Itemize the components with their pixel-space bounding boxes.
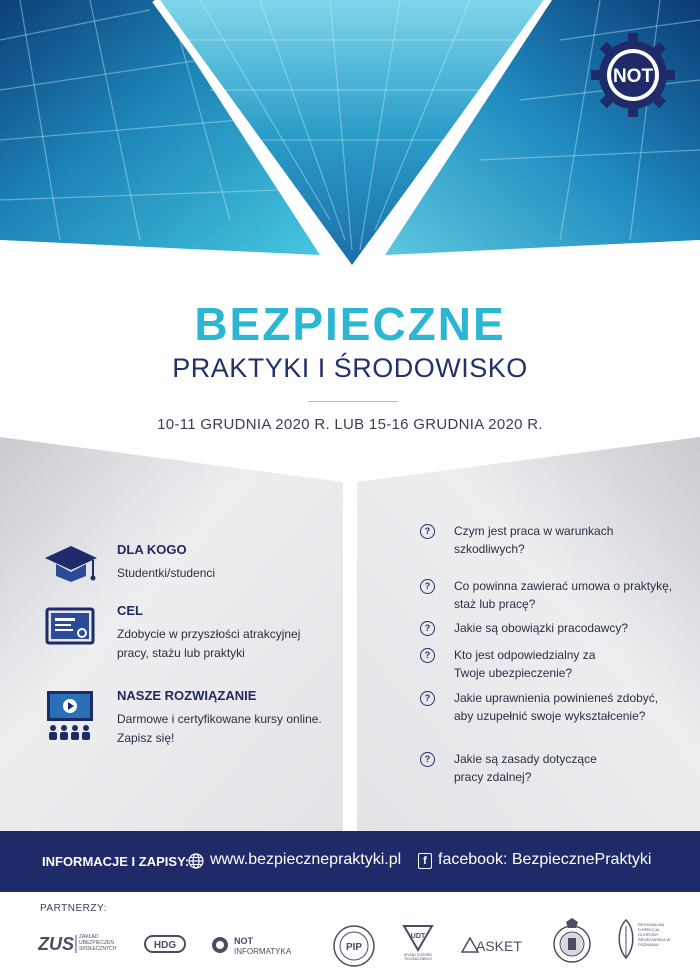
page-title: BEZPIECZNE <box>194 298 506 350</box>
hero-banner <box>0 0 700 285</box>
seal-logo <box>552 918 592 966</box>
question-text: Jakie są zasady dotyczące pracy zdalnej? <box>454 752 597 784</box>
question-icon: ? <box>420 691 435 706</box>
not-logo <box>590 32 676 118</box>
facebook-icon: f <box>418 853 432 869</box>
zus-logo <box>38 932 128 956</box>
svg-text:ASKET: ASKET <box>476 938 522 954</box>
graduation-cap-icon <box>44 542 98 590</box>
partners-label: PARTNERZY: <box>40 903 107 914</box>
udt-caption: URZĄD DOZORU TECHNICZNEGO <box>403 953 433 961</box>
question-icon: ? <box>420 524 435 539</box>
item-body: Studentki/studenci <box>117 566 216 580</box>
video-course-icon <box>44 688 98 736</box>
question-icon: ? <box>420 752 435 767</box>
svg-text:UDT: UDT <box>410 933 426 940</box>
svg-text:NOT: NOT <box>234 936 253 946</box>
question-text: Kto jest odpowiedzialny za Twoje ubezpieczenie? <box>454 648 596 680</box>
question-text: Co powinna zawierać umowa o praktykę, staż lub pracę? <box>454 579 673 611</box>
content-panels <box>0 437 700 832</box>
item-body: Darmowe i certyfikowane kursy online. Zapisz się! <box>117 712 322 745</box>
info-bar <box>0 831 700 892</box>
item-heading: DLA KOGO <box>117 542 187 557</box>
question-text: Jakie uprawnienia powinieneś zdobyć, aby uzupełnić swoje wykształcenie? <box>454 691 659 723</box>
title-block <box>0 285 700 445</box>
item-heading: NASZE ROZWIĄZANIE <box>117 688 257 703</box>
hdg-logo <box>144 932 186 956</box>
page-subtitle: PRAKTYKI I ŚRODOWISKO <box>172 353 528 383</box>
question-icon: ? <box>420 579 435 594</box>
info-label: INFORMACJE I ZAPISY: <box>42 854 190 869</box>
svg-text:HDG: HDG <box>153 940 177 951</box>
partners-section <box>0 892 700 971</box>
udt-logo <box>398 922 438 966</box>
divider <box>308 401 398 402</box>
question-icon: ? <box>420 621 435 636</box>
question-text: Jakie są obowiązki pracodawcy? <box>454 621 629 635</box>
question-icon: ? <box>420 648 435 663</box>
question-text: Czym jest praca w warunkach szkodliwych? <box>454 524 614 556</box>
facebook-link[interactable]: facebook: BezpiecznePraktyki <box>438 851 652 868</box>
item-heading: CEL <box>117 603 143 618</box>
certificate-icon <box>44 603 98 651</box>
svg-text:PIP: PIP <box>345 942 363 953</box>
not-logo-text: NOT <box>612 66 654 87</box>
not-informatyka-logo <box>210 934 315 956</box>
asket-logo <box>460 934 530 956</box>
item-body: Zdobycie w przyszłości atrakcyjnej pracy, stażu lub praktyki <box>117 627 301 660</box>
website-link[interactable]: www.bezpiecznepraktyki.pl <box>210 851 402 868</box>
rzso-logo <box>614 918 674 962</box>
globe-icon <box>188 853 204 869</box>
zus-caption: ZAKŁAD UBEZPIECZEŃ SPOŁECZNYCH <box>79 934 117 952</box>
pip-logo <box>332 924 376 968</box>
svg-text:INFORMATYKA: INFORMATYKA <box>234 947 292 956</box>
gear-icon <box>590 32 676 118</box>
rdos-caption: REGIONALNA DYREKCJA OCHRONY ŚRODOWISKA W POZNANIU <box>638 922 671 947</box>
event-dates: 10-11 GRUDNIA 2020 R. LUB 15-16 GRUDNIA 2020 R. <box>157 416 543 433</box>
svg-text:ZUS: ZUS <box>38 934 74 954</box>
